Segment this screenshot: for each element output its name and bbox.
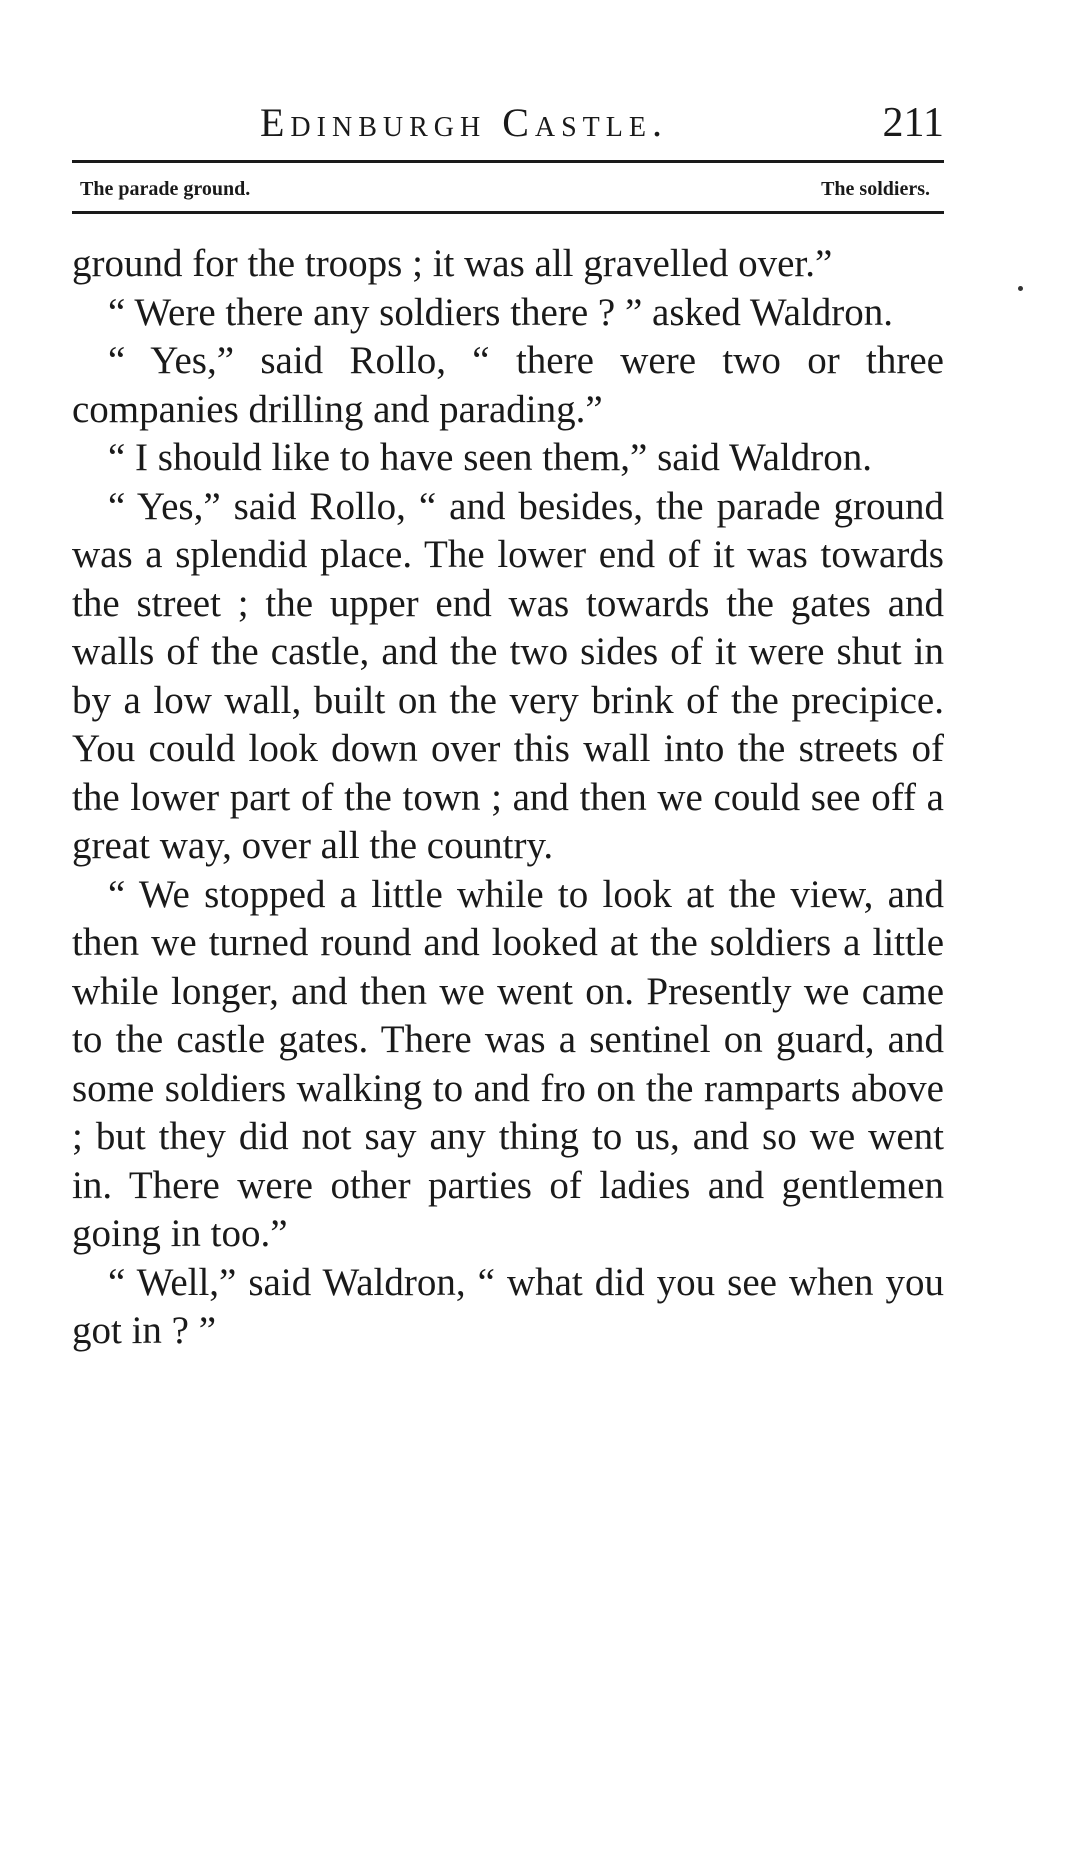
book-page xyxy=(72,0,944,1864)
body-text xyxy=(72,240,944,1356)
side-headline xyxy=(72,172,944,206)
top-rule xyxy=(72,160,944,163)
paragraph-6: “ We stopped a little while to look at the view, and then we turned round and looked at the soldiers a little while longer, and then we went on. Presently we came to the castle gates. There was a sentinel on guard, and some soldiers walking to and fro on the ramparts above ; but they did not say any thing to us, and so we went in. There were other parties of ladies and gentlemen going in too.” xyxy=(72,872,944,1255)
headline-left: The parade ground. xyxy=(80,178,251,200)
paragraph-5: “ Yes,” said Rollo, “ and besides, the parade ground was a splendid place. The lower end of it was towards the street ; the upper end was towards the gates and walls of the castle, and the two sides of it were shut in by a low wall, built on the very brink of the precipice. You could look down over this wall into the streets of the lower part of the town ; and then we could see off a great way, over all the country. xyxy=(72,484,944,867)
paragraph-4: “ I should like to have seen them,” said Waldron. xyxy=(108,436,873,479)
paragraph-7: “ Well,” said Waldron, “ what did you see when you got in ? ” xyxy=(72,1260,944,1352)
headline-right: The soldiers. xyxy=(821,178,930,200)
bottom-rule xyxy=(72,211,944,214)
page-number: 211 xyxy=(882,100,944,146)
print-speck xyxy=(1018,286,1023,291)
running-title: Edinburgh Castle. xyxy=(260,100,668,145)
paragraph-1: ground for the troops ; it was all gravelled over.” xyxy=(72,242,833,285)
running-head xyxy=(72,98,944,148)
paragraph-3: “ Yes,” said Rollo, “ there were two or three companies drilling and parading.” xyxy=(72,339,944,431)
paragraph-2: “ Were there any soldiers there ? ” asked Waldron. xyxy=(108,290,893,334)
